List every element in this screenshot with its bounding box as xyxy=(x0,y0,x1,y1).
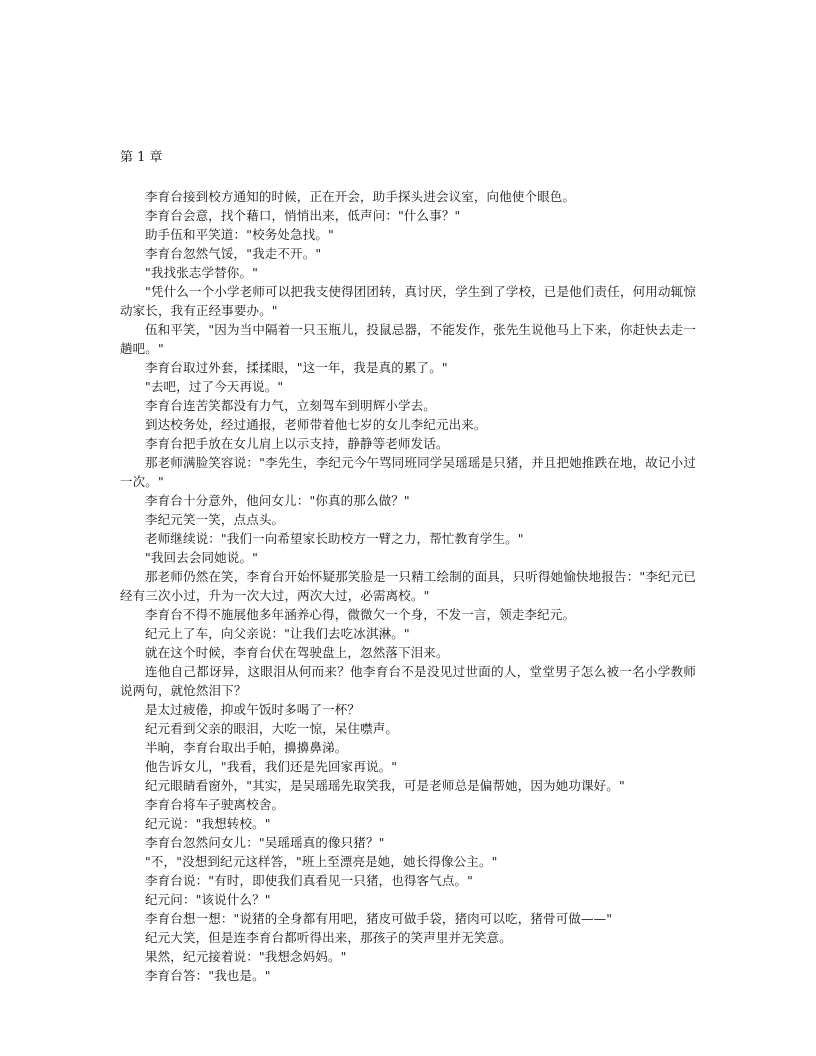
paragraph: 李育台说："有时，即使我们真看见一只猪，也得客气点。" xyxy=(145,873,474,888)
paragraph: "我找张志学替你。" xyxy=(145,265,258,280)
paragraph: 李育台十分意外，他问女儿："你真的那么做？" xyxy=(145,493,410,508)
paragraph: 果然，纪元接着说："我想念妈妈。" xyxy=(145,949,347,964)
paragraph: 就在这个时候，李育台伏在驾驶盘上，忽然落下泪来。 xyxy=(145,645,449,660)
paragraph: 李育台不得不施展他多年涵养心得，微微欠一个身，不发一言，领走李纪元。 xyxy=(145,607,576,622)
paragraph: 李育台接到校方通知的时候，正在开会，助手探头进会议室，向他使个眼色。 xyxy=(145,189,576,204)
paragraph: 到达校务处，经过通报，老师带着他七岁的女儿李纪元出来。 xyxy=(145,417,487,432)
paragraph: "我回去会同她说。" xyxy=(145,550,258,565)
paragraph: 李育台把手放在女儿肩上以示支持，静静等老师发话。 xyxy=(145,436,449,451)
paragraph: 那老师满脸笑容说："李先生，李纪元今午骂同班同学吴瑶瑶是只猪，并且把她推跌在地，故记小过一次。" xyxy=(120,455,696,489)
paragraph: 半晌，李育台取出手帕，擤擤鼻涕。 xyxy=(145,740,348,755)
paragraph: 那老师仍然在笑，李育台开始怀疑那笑脸是一只精工绘制的面具，只听得她愉快地报告："李纪元已经有三次小过，升为一次大过，两次大过，必需离校。" xyxy=(120,569,696,603)
paragraph: 纪元看到父亲的眼泪，大吃一惊，呆住噤声。 xyxy=(145,721,399,736)
paragraph: 是太过疲倦，抑或午饭时多喝了一杯？ xyxy=(145,702,361,717)
paragraph: 连他自己都讶异，这眼泪从何而来？他李育台不是没见过世面的人，堂堂男子怎么被一名小学教师说两句，就怆然泪下？ xyxy=(120,664,696,698)
paragraph: 李育台答："我也是。" xyxy=(145,968,271,983)
paragraph: 纪元大笑，但是连李育台都听得出来，那孩子的笑声里并无笑意。 xyxy=(145,930,512,945)
paragraph: 李育台忽然问女儿："吴瑶瑶真的像只猪？" xyxy=(145,835,385,850)
paragraph: 李纪元笑一笑，点点头。 xyxy=(145,512,285,527)
paragraph: 纪元上了车，向父亲说："让我们去吃冰淇淋。" xyxy=(145,626,410,641)
paragraph: 李育台取过外套，揉揉眼，"这一年，我是真的累了。" xyxy=(145,360,448,375)
paragraph: 纪元说："我想转校。" xyxy=(145,816,271,831)
paragraph: "不，"没想到纪元这样答，"班上至漂亮是她，她长得像公主。" xyxy=(145,854,498,869)
paragraph: 老师继续说："我们一向希望家长助校方一臂之力，帮忙教育学生。" xyxy=(145,531,524,546)
paragraph: 李育台会意，找个藉口，悄悄出来，低声问："什么事？" xyxy=(145,208,461,223)
paragraph: "去吧，过了今天再说。" xyxy=(145,379,284,394)
paragraph: 他告诉女儿，"我看，我们还是先回家再说。" xyxy=(145,759,398,774)
chapter-body xyxy=(120,187,696,985)
chapter-title: 第 1 章 xyxy=(120,150,163,165)
paragraph: "凭什么一个小学老师可以把我支使得团团转，真讨厌，学生到了学校，已是他们责任，何用动辄惊动家长，我有正经事要办。" xyxy=(120,284,696,318)
paragraph: 李育台连苦笑都没有力气，立刻驾车到明辉小学去。 xyxy=(145,398,436,413)
paragraph: 纪元眼睛看窗外，"其实，是吴瑶瑶先取笑我，可是老师总是偏帮她，因为她功课好。" xyxy=(145,778,625,793)
paragraph: 纪元问："该说什么？" xyxy=(145,892,271,907)
paragraph: 李育台将车子驶离校舍。 xyxy=(145,797,285,812)
paragraph: 助手伍和平笑道："校务处急找。" xyxy=(145,227,334,242)
paragraph: 李育台忽然气馁，"我走不开。" xyxy=(145,246,322,261)
paragraph: 伍和平笑，"因为当中隔着一只玉瓶儿，投鼠忌器，不能发作，张先生说他马上下来，你赶快去走一趟吧。" xyxy=(120,322,696,356)
paragraph: 李育台想一想："说猪的全身都有用吧，猪皮可做手袋，猪肉可以吃，猪骨可做——" xyxy=(145,911,613,926)
